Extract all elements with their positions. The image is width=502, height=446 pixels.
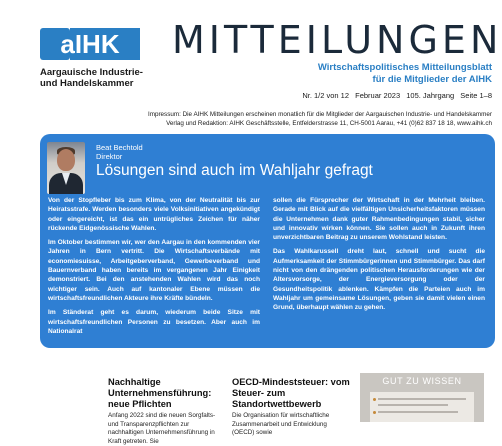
issue-info: [200, 91, 492, 100]
teaser-text: Anfang 2022 sind die neuen Sorgfalts- und Transparenzpflichten zur nachhaltigen Unternehmensführung in Kraft getreten. Sie: [108, 412, 216, 445]
author-byline: [96, 143, 143, 161]
teaser-title[interactable]: Nachhaltige Unternehmensführung: neue Pflichten: [108, 377, 212, 409]
logo-subtitle-line1: Aargauische Industrie-: [40, 67, 143, 78]
info-text-line: [378, 404, 448, 406]
editorial-paragraph: sollen die Fürsprecher der Wirtschaft in der Mehrheit bleiben. Gerade mit Blick auf die vielfältigen Unsicherheitsfaktoren müssen die Unternehmen dank guter Rahmenbedingungen stabil, sicher und innovativ wirken können. Sie sollen auch in Zukunft ihren unverzichtbaren Beitrag zu unserem Wohlstand leisten.: [273, 197, 485, 242]
info-bullet-icon: [373, 398, 376, 401]
info-box-content: [370, 392, 474, 422]
info-box: [360, 373, 484, 422]
teaser-article[interactable]: [108, 377, 226, 446]
info-box-title: GUT ZU WISSEN: [382, 376, 462, 386]
editorial-paragraph: Von der Stopfleber bis zum Klima, von der Neutralität bis zur Heiratsstrafe. Werden besonders viele Volksinitiativen angekündigt oder eingereicht, ist das ein untrügliches Zeichen für näher rückende Eidgenössische Wahlen.: [48, 197, 260, 232]
editorial-paragraph: Das Wahlkarussell dreht laut, schnell und sucht die Aufmerksamkeit der Stimmbürgerinnen und Stimmbürger. Das darf nicht von den drängenden politischen Herausforderungen wie der Altersvorsorge, der Energieversorgung oder der Gesundheitspolitik ablenken. Kämpfen die Parteien auch im Wahljahr um gemeinsame Lösungen, geben sie damit vielen einen Grund, überhaupt wählen zu gehen.: [273, 248, 485, 312]
teaser-title[interactable]: OECD-Mindeststeuer: vom Steuer- zum Standortwettbewerb: [232, 377, 350, 409]
issue-date: Februar 2023: [355, 91, 401, 100]
author-name: Beat Bechtold: [96, 143, 143, 152]
aihk-logo: [40, 24, 160, 89]
author-portrait: [47, 142, 85, 194]
teaser-text: Die Organisation für wirtschaftliche Zusammenarbeit und Entwicklung (OECD) sowie: [232, 412, 330, 437]
masthead-title: MITTEILUNGEN: [172, 18, 502, 62]
tagline-line1: Wirtschaftspolitisches Mitteilungsblatt: [317, 62, 492, 73]
logo-subtitle: [40, 67, 180, 89]
info-bullet-icon: [373, 411, 376, 414]
author-role: Direktor: [96, 152, 123, 161]
impressum: [40, 111, 492, 129]
issue-pages: Seite 1–8: [460, 91, 492, 100]
aihk-logo-mark: [40, 28, 140, 60]
editorial-panel: [40, 134, 495, 348]
editorial-headline: Lösungen sind auch im Wahljahr gefragt: [96, 162, 373, 179]
issue-number: Nr. 1/2 von 12: [302, 91, 350, 100]
issue-volume: 105. Jahrgang: [406, 91, 455, 100]
info-text-line: [378, 411, 458, 413]
logo-subtitle-line2: und Handelskammer: [40, 78, 134, 89]
masthead-tagline: [200, 62, 492, 85]
tagline-line2: für die Mitglieder der AIHK: [372, 73, 492, 85]
editorial-column-right: [273, 196, 485, 318]
info-text-line: [378, 398, 466, 400]
editorial-column-left: [48, 196, 260, 341]
editorial-paragraph: Im Oktober bestimmen wir, wer den Aargau in den kommenden vier Jahren in Bern vertritt. Die Wirtschaftsverbände mit economiesuisse, Arbeitgeberverband, Gewerbeverband und Bauernverband haben bereits im vergangenen Jahr Einigkeit demonstriert. Bei den anstehenden Wahlen wird das noch wichtiger sein. Auch auf kantonaler Ebene müssen die wirtschaftsfreundlichen Akteure ihre Kräfte bündeln.: [48, 239, 260, 302]
teaser-article[interactable]: [232, 377, 350, 438]
editorial-paragraph: Im Ständerat geht es darum, wiederum beide Sitze mit wirtschaftsfreundlichen Personen zu besetzen. Aber auch im Nationalrat: [48, 309, 260, 335]
impressum-line1: Impressum: Die AIHK Mitteilungen erscheinen monatlich für die Mitglieder der Aargauischen Industrie- und Handelskammer: [147, 111, 492, 118]
impressum-line2: Verlag und Redaktion: AIHK Geschäftsstelle, Entfelderstrasse 11, CH-5001 Aarau, +41 (0)62 837 18 18, www.aihk.ch: [166, 119, 492, 127]
logo-mark-text: aIHK: [60, 29, 120, 59]
